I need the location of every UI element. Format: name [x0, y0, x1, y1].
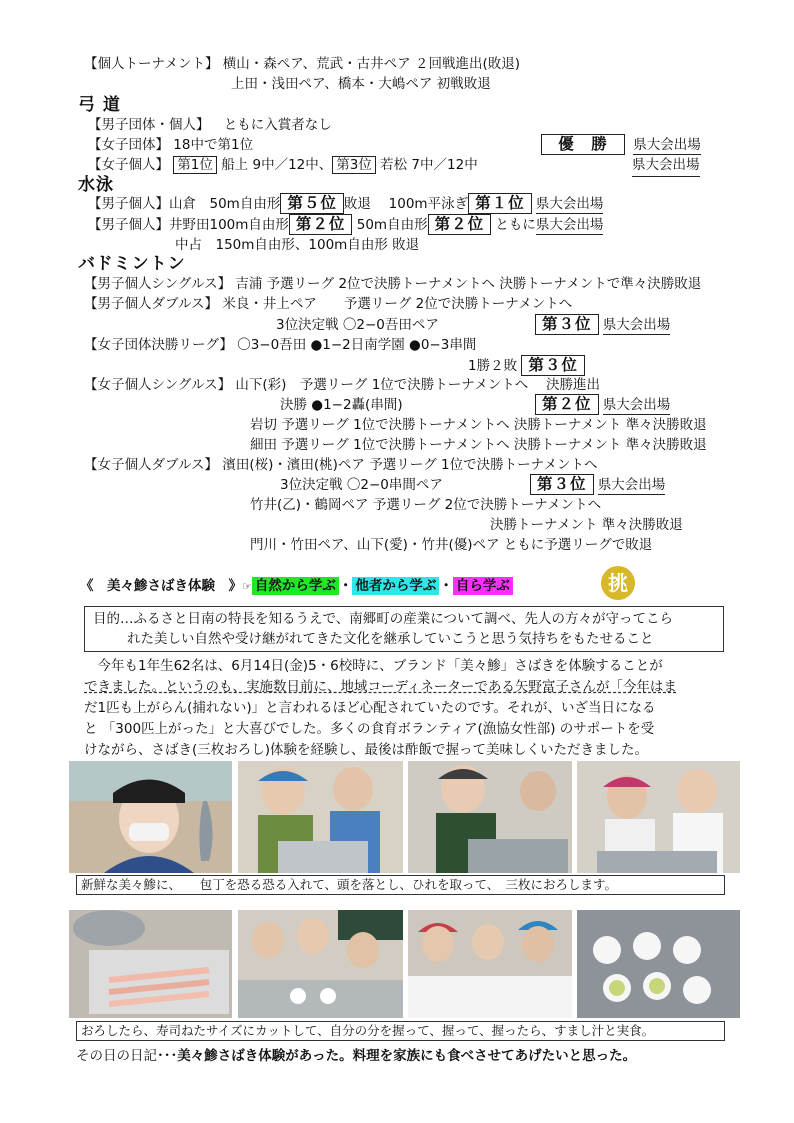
swimming-row-1	[88, 193, 603, 214]
kyudo-row1-text: ともに入賞者なし	[223, 117, 332, 133]
caption-row-1: 新鮮な美々鯵に、 包丁を恐る恐る入れて、頭を落とし、ひれを取って、 三枚におろします。	[76, 875, 725, 895]
kyudo-row2-text: 18中で第1位	[173, 137, 254, 153]
purpose-line-1: 目的…ふるさと日南の特長を知るうえで、南郷町の産業について調べ、先人の方々が守ってこら	[93, 611, 673, 627]
badminton-row-5	[468, 355, 585, 376]
kyudo-row3-label: 【女子個人】	[88, 157, 169, 173]
swimming-row-2	[88, 214, 603, 235]
badminton-row-9: 細田 予選リーグ 1位で決勝トーナメントへ 決勝トーナメント 準々決勝敗退	[250, 437, 707, 453]
swimming-row1-label: 【男子個人】	[88, 196, 169, 212]
purpose-line-2: れた美しい自然や受け継がれてきた文化を継承していこうと思う気持ちをもたせること	[127, 631, 654, 647]
badminton-row-7-result	[535, 394, 670, 415]
photo-removing-head	[408, 761, 572, 873]
para-line-4: と 「300匹上がった」と大喜びでした。多くの食育ボランティア(漁協女性部) のサポートを受	[84, 721, 655, 737]
diary-text: 美々鯵さばき体験があった。料理を家族にも食べさせてあげたいと思った。	[177, 1048, 637, 1064]
tag-self: 自ら学ぶ	[453, 577, 513, 595]
challenge-kanji-badge: 挑	[601, 566, 635, 600]
tennis-line1-label: 【個人トーナメント】	[84, 56, 219, 72]
diary-label: その日の日記･･･	[76, 1048, 178, 1064]
experience-paragraph	[84, 656, 724, 761]
badminton-r11-result: 第３位	[530, 474, 594, 495]
badminton-row-2	[84, 294, 572, 314]
photo-sushi-and-soup	[577, 910, 740, 1018]
badminton-row-6	[84, 375, 600, 395]
kyudo-row2-label: 【女子団体】	[88, 137, 169, 153]
tennis-line-1	[84, 54, 520, 74]
tennis-line1-text: 横山・森ペア、荒武・古井ペア ２回戦進出(敗退)	[222, 56, 521, 72]
tag-others: 他者から学ぶ	[352, 577, 439, 595]
kyudo-row3-note: 県大会出場	[632, 155, 700, 177]
badminton-row-7-text: 決勝 ●1−2轟(串間)	[280, 397, 403, 413]
experience-title: 《 美々鯵さばき体験 》	[80, 578, 242, 594]
badminton-r4-label: 【女子団体決勝リーグ】	[84, 337, 233, 353]
badminton-r3-result: 第３位	[535, 314, 599, 335]
badminton-row-13: 決勝トーナメント 準々決勝敗退	[490, 517, 683, 533]
photo-fillets-tray	[69, 910, 232, 1018]
swimming-row2-text1: 井野田100m自由形	[169, 217, 289, 233]
badminton-row-1	[84, 274, 701, 294]
kyudo-row3-rank1: 第1位	[173, 156, 217, 174]
swimming-row2-label: 【男子個人】	[88, 217, 169, 233]
photo-pressing-sushi	[408, 910, 572, 1018]
pointing-hand-icon: ☞	[242, 580, 252, 593]
swimming-row2-result1: 第２位	[289, 214, 353, 235]
kyudo-row3-rank2: 第3位	[332, 156, 376, 174]
badminton-row-11-result	[530, 474, 665, 495]
tag-separator-1: ・	[338, 578, 353, 594]
badminton-r5-text: 1勝２敗	[468, 358, 518, 374]
swimming-row1-result1: 第５位	[280, 193, 344, 214]
badminton-row-3-result	[535, 314, 670, 335]
swimming-row2-text2: 50m自由形	[356, 217, 428, 233]
swimming-row2-text3: ともに	[495, 217, 536, 233]
badminton-r1-label: 【男子個人シングルス】	[84, 276, 232, 292]
kyudo-row-1	[88, 115, 332, 135]
kyudo-row3-text2: 若松 7中／12中	[380, 157, 478, 173]
swimming-row1-text2: 敗退 100m平泳ぎ	[343, 196, 469, 212]
kyudo-row-2-right	[541, 134, 701, 155]
tag-separator-2: ・	[439, 578, 453, 594]
swimming-row-3: 中占 150m自由形、100m自由形 敗退	[175, 237, 420, 253]
badminton-row-3-text: 3位決定戦 〇2−0吾田ペア	[276, 317, 439, 333]
photo-filleting	[577, 761, 740, 873]
swimming-row2-note: 県大会出場	[535, 217, 604, 233]
badminton-r5-result: 第３位	[521, 355, 585, 376]
kyudo-row1-label: 【男子団体・個人】	[88, 117, 210, 133]
swimming-row2-result2: 第２位	[428, 214, 492, 235]
badminton-r2-label: 【男子個人ダブルス】	[84, 296, 219, 312]
badminton-r6-text: 山下(彩) 予選リーグ 1位で決勝トーナメントへ 決勝進出	[235, 377, 601, 393]
badminton-r7-note: 県大会出場	[602, 397, 671, 413]
badminton-r7-result: 第２位	[535, 394, 599, 415]
para-line-5: けながら、さばき(三枚おろし)体験を経験し、最後は酢飯で握って美味しくいただきました。	[84, 742, 649, 758]
photo-making-sushi	[238, 910, 403, 1018]
kyudo-row2-note: 県大会出場	[633, 137, 701, 153]
badminton-heading: バドミントン	[78, 254, 186, 274]
para-line-3: だ1匹も上がらん(捕れない)」と言われるほど心配されていたのです。それが、いざ当日になる	[84, 700, 656, 716]
caption-row-2: おろしたら、寿司ねたサイズにカットして、自分の分を握って、握って、握ったら、すまし汁と実食。	[76, 1021, 725, 1041]
tag-nature: 自然から学ぶ	[252, 577, 339, 595]
badminton-r2-text: 米良・井上ペア 予選リーグ 2位で決勝トーナメントへ	[222, 296, 573, 312]
swimming-heading: 水泳	[78, 175, 114, 195]
kyudo-row-3	[88, 155, 478, 175]
badminton-r10-text: 濱田(桜)・濱田(桃)ペア 予選リーグ 1位で決勝トーナメントへ	[222, 457, 598, 473]
kyudo-heading: 弓 道	[78, 95, 121, 115]
badminton-r1-text: 吉浦 予選リーグ 2位で決勝トーナメントへ 決勝トーナメントで準々決勝敗退	[235, 276, 702, 292]
badminton-row-10	[84, 455, 598, 475]
para-line-2: できました。というのも、実施数日前に、地域コーディネーターである矢野富子さんが「今年はま	[84, 679, 677, 695]
badminton-r10-label: 【女子個人ダブルス】	[84, 457, 219, 473]
badminton-r3-note: 県大会出場	[602, 317, 671, 333]
swimming-row1-result2: 第１位	[468, 193, 532, 214]
photo-cutting-fish	[238, 761, 403, 873]
swimming-row1-note: 県大会出場	[535, 196, 604, 212]
badminton-r6-label: 【女子個人シングルス】	[84, 377, 232, 393]
diary-line	[76, 1046, 636, 1066]
kyudo-row3-text1: 船上 9中／12中、	[221, 157, 333, 173]
badminton-r4-text: 〇3−0吾田 ●1−2日南学園 ●0−3串間	[237, 337, 477, 353]
badminton-r11-note: 県大会出場	[597, 477, 666, 493]
badminton-row-8: 岩切 予選リーグ 1位で決勝トーナメントへ 決勝トーナメント 準々決勝敗退	[250, 417, 707, 433]
tennis-line-2: 上田・浅田ペア、橋本・大嶋ペア 初戦敗退	[231, 76, 491, 92]
kyudo-row2-result: 優 勝	[541, 134, 625, 155]
badminton-row-11-text: 3位決定戦 〇2−0串間ペア	[280, 477, 443, 493]
experience-title-row	[80, 576, 513, 597]
kyudo-row-2-left	[88, 135, 253, 155]
swimming-row1-text1: 山倉 50m自由形	[169, 196, 281, 212]
para-line-1: 今年も1年生62名は、6月14日(金)5・6校時に、ブランド「美々鯵」さばきを体験することが	[84, 658, 663, 674]
badminton-row-14: 門川・竹田ペア、山下(愛)・竹井(優)ペア ともに予選リーグで敗退	[250, 537, 653, 553]
badminton-row-4	[84, 335, 476, 355]
photo-student-holding-fish	[69, 761, 232, 873]
purpose-box	[84, 606, 724, 652]
badminton-row-12: 竹井(乙)・鶴岡ペア 予選リーグ 2位で決勝トーナメントへ	[250, 497, 602, 513]
